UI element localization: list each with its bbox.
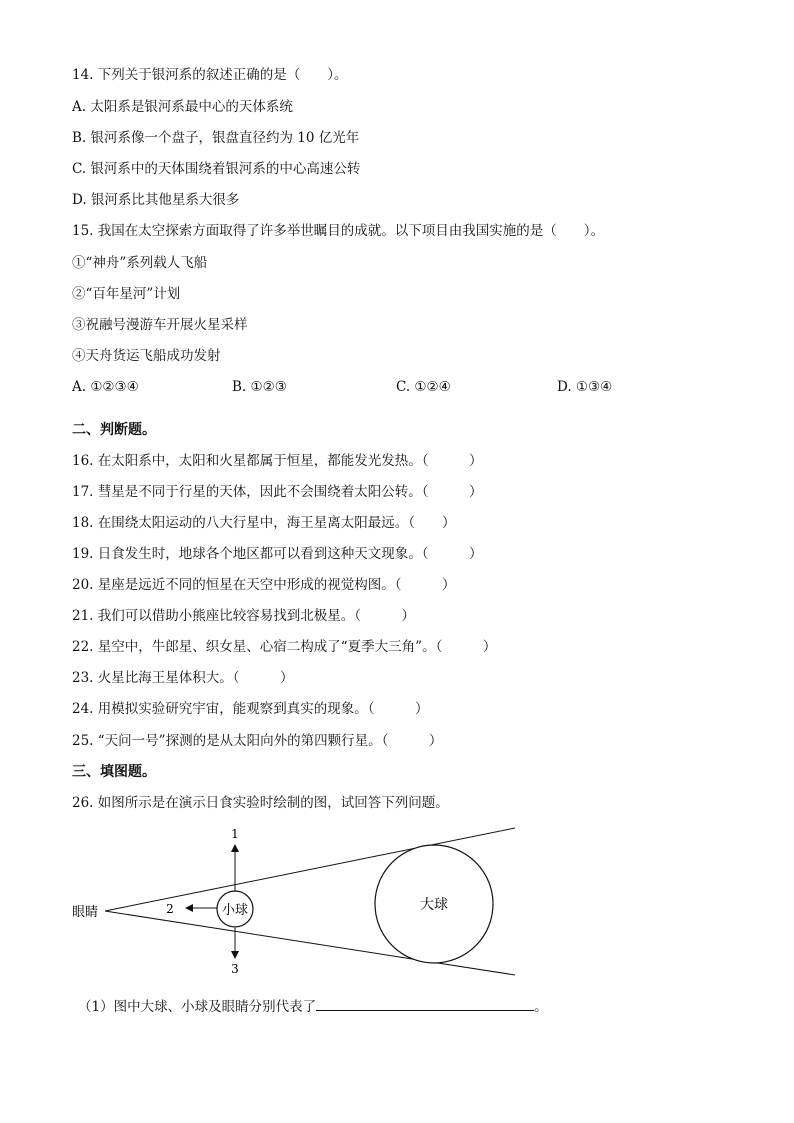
section-2-title: 二、判断题。 — [72, 422, 156, 438]
arrow-2-number: 2 — [166, 902, 174, 916]
eclipse-diagram — [60, 820, 530, 985]
q24: 24. 用模拟实验研究宇宙，能观察到真实的现象。（ ） — [72, 701, 429, 717]
q14-option-a: A. 太阳系是银河系最中心的天体系统 — [72, 99, 293, 115]
small-ball-label: 小球 — [221, 903, 249, 918]
q19: 19. 日食发生时，地球各个地区都可以看到这种天文现象。（ ） — [72, 546, 483, 562]
eye-label: 眼睛 — [72, 905, 99, 920]
q26-sub1-prefix: （1）图中大球、小球及眼睛分别代表了 — [78, 999, 317, 1015]
arrow-3-number: 3 — [231, 962, 239, 976]
q15-stem: 15. 我国在太空探索方面取得了许多举世瞩目的成就。以下项目由我国实施的是（ ）。 — [72, 223, 605, 239]
q18: 18. 在围绕太阳运动的八大行星中，海王星离太阳最远。（ ） — [72, 515, 456, 531]
big-ball-label: 大球 — [420, 897, 448, 913]
q26-sub1 — [78, 996, 548, 1016]
arrow-1-number: 1 — [231, 827, 239, 841]
q15-item-3: ③祝融号漫游车开展火星采样 — [72, 317, 248, 333]
q14-option-b: B. 银河系像一个盘子，银盘直径约为 10 亿光年 — [72, 130, 360, 146]
section-3-title: 三、填图题。 — [72, 764, 156, 780]
q22: 22. 星空中，牛郎星、织女星、心宿二构成了“夏季大三角”。（ ） — [72, 639, 497, 655]
q25: 25. “天问一号”探测的是从太阳向外的第四颗行星。（ ） — [72, 733, 443, 749]
q17: 17. 彗星是不同于行星的天体，因此不会围绕着太阳公转。（ ） — [72, 484, 483, 500]
q26-sub1-answer-blank[interactable] — [316, 996, 534, 1011]
q15-item-4: ④天舟货运飞船成功发射 — [72, 348, 221, 364]
q15-option-c: C. ①②④ — [396, 379, 451, 395]
q16: 16. 在太阳系中，太阳和火星都属于恒星，都能发光发热。（ ） — [72, 453, 483, 469]
q14-stem: 14. 下列关于银河系的叙述正确的是（ ）。 — [72, 67, 348, 83]
q21: 21. 我们可以借助小熊座比较容易找到北极星。（ ） — [72, 608, 416, 624]
q15-option-b: B. ①②③ — [232, 379, 287, 395]
q15-item-1: ①“神舟”系列载人飞船 — [72, 255, 208, 271]
q26-stem: 26. 如图所示是在演示日食实验时绘制的图，试回答下列问题。 — [72, 795, 449, 811]
q15-option-a: A. ①②③④ — [72, 379, 139, 395]
q15-item-2: ②“百年星河”计划 — [72, 286, 181, 302]
q20: 20. 星座是远近不同的恒星在天空中形成的视觉构图。（ ） — [72, 577, 456, 593]
q14-option-d: D. 银河系比其他星系大很多 — [72, 192, 240, 208]
q15-option-d: D. ①③④ — [557, 379, 613, 395]
q26-sub1-suffix: 。 — [534, 999, 548, 1015]
q23: 23. 火星比海王星体积大。（ ） — [72, 670, 294, 686]
q14-option-c: C. 银河系中的天体围绕着银河系的中心高速公转 — [72, 161, 361, 177]
